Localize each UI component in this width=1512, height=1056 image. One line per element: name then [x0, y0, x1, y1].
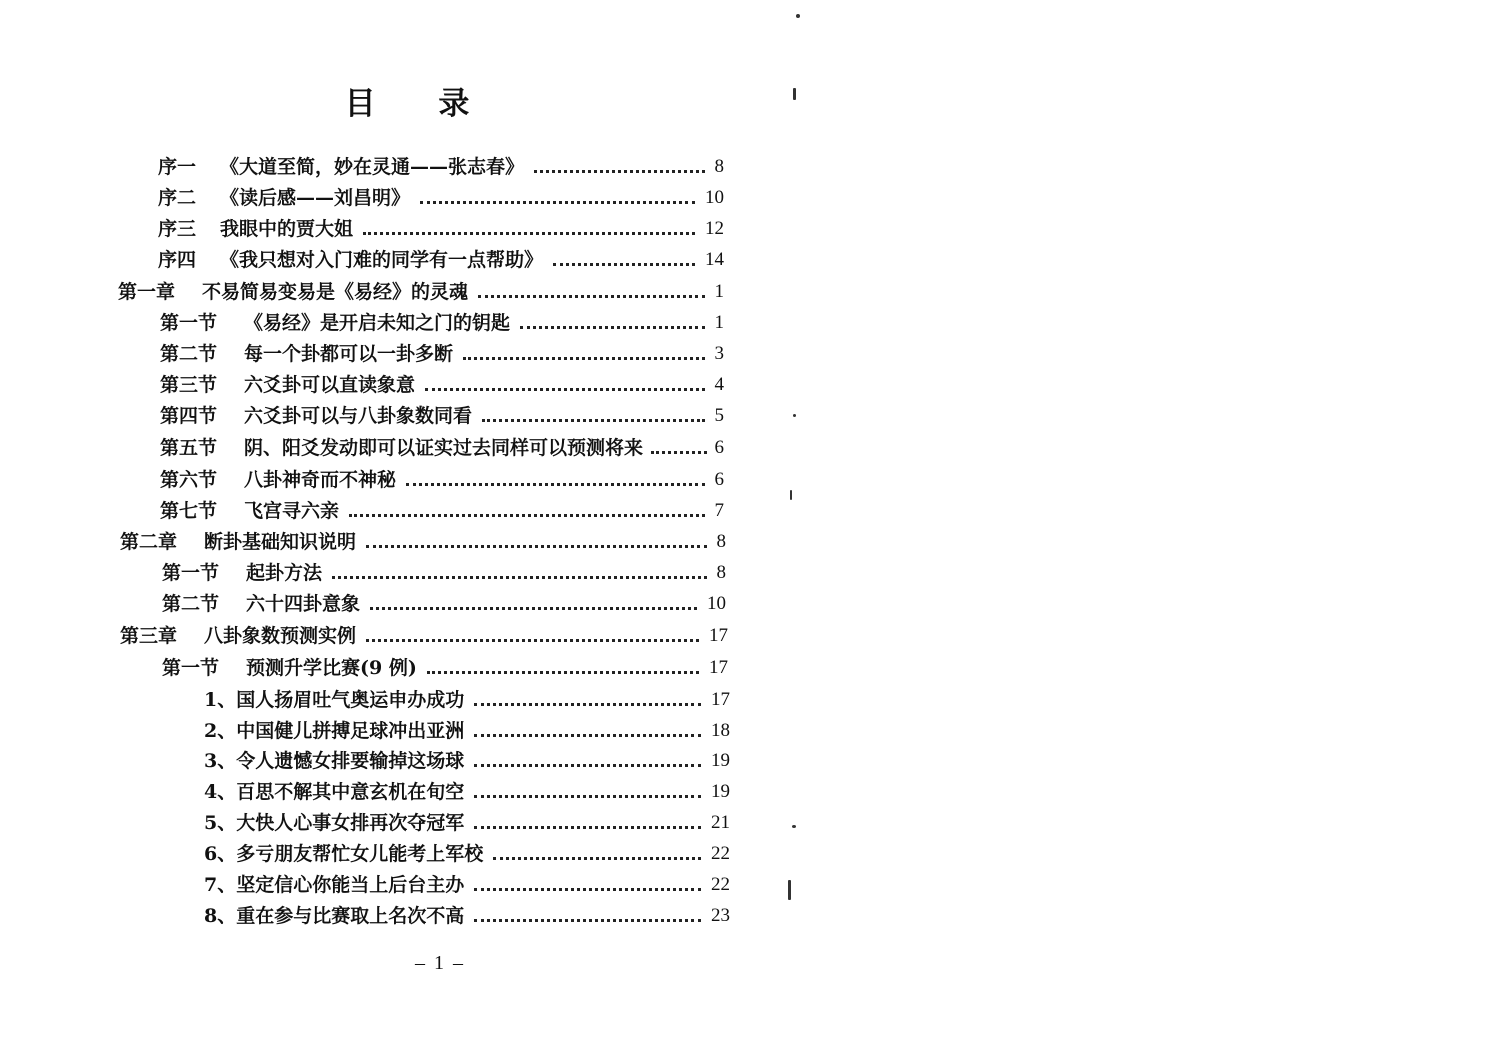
dot-leader — [425, 388, 704, 391]
toc-item — [204, 779, 730, 805]
dot-leader — [370, 607, 697, 610]
toc-chapter-label: 第三章 — [120, 625, 178, 647]
toc-section-page: 7 — [714, 500, 724, 521]
toc-section-page: 5 — [714, 405, 724, 426]
toc-entry-page: 14 — [705, 249, 724, 270]
toc-section-page: 1 — [714, 312, 724, 333]
toc-chapter-label: 第一章 — [118, 281, 176, 303]
toc-section — [160, 310, 724, 336]
toc-item-page: 22 — [711, 843, 730, 864]
toc-entry-label: 序一 — [158, 156, 197, 178]
toc-item — [204, 748, 730, 774]
scan-speck — [788, 880, 791, 900]
toc-entry-label: 序二 — [158, 187, 197, 209]
toc-section-page: 4 — [714, 374, 724, 395]
toc-section-title: 六爻卦可以与八卦象数同看 — [244, 405, 473, 427]
toc-chapter-label: 第二章 — [120, 531, 178, 553]
toc-section-page: 3 — [714, 343, 724, 364]
toc-entry-page: 10 — [705, 187, 724, 208]
toc-section-title: 飞宫寻六亲 — [244, 500, 340, 522]
dot-leader — [553, 263, 695, 266]
toc-section — [160, 467, 724, 493]
toc-section — [160, 372, 724, 398]
toc-entry-label: 序三 — [158, 218, 197, 240]
toc-item-title: 3、令人遗憾女排要输掉这场球 — [204, 750, 465, 772]
toc-section-label: 第二节 — [160, 343, 218, 365]
toc-item-page: 18 — [711, 720, 730, 741]
toc-entry-title: 《读后感——刘昌明》 — [220, 187, 411, 209]
toc-section-label: 第七节 — [160, 500, 218, 522]
toc-item-title: 5、大快人心事女排再次夺冠军 — [204, 812, 465, 834]
toc-section-title: 《易经》是开启未知之门的钥匙 — [244, 312, 511, 334]
dot-leader — [474, 795, 701, 798]
dot-leader — [651, 451, 706, 454]
toc-section-title: 六爻卦可以直读象意 — [244, 374, 416, 396]
toc-section-page: 17 — [709, 657, 728, 678]
toc-entry-label: 序四 — [158, 249, 197, 271]
dot-leader — [474, 826, 701, 829]
toc-entry-page: 12 — [705, 218, 724, 239]
toc-item-page: 19 — [711, 750, 730, 771]
toc-section — [162, 591, 726, 617]
page-number: – 1 – — [415, 952, 465, 974]
dot-leader — [482, 419, 704, 422]
toc-item — [204, 687, 730, 713]
dot-leader — [332, 576, 706, 579]
toc-chapter-title: 不易简易变易是《易经》的灵魂 — [202, 281, 469, 303]
dot-leader — [463, 357, 704, 360]
toc-section — [160, 341, 724, 367]
toc-entry — [158, 216, 724, 242]
toc-section-title: 起卦方法 — [246, 562, 323, 584]
dot-leader — [349, 514, 704, 517]
toc-section-title: 阴、阳爻发动即可以证实过去同样可以预测将来 — [244, 437, 644, 459]
dot-leader — [474, 734, 701, 737]
toc-section-label: 第一节 — [162, 562, 220, 584]
dot-leader — [474, 764, 701, 767]
toc-item-page: 22 — [711, 874, 730, 895]
toc-section-title: 预测升学比赛(9 例) — [246, 657, 417, 679]
dot-leader — [493, 857, 701, 860]
toc-item-title: 6、多亏朋友帮忙女儿能考上军校 — [204, 843, 484, 865]
toc-chapter — [118, 279, 724, 305]
toc-item — [204, 903, 730, 929]
toc-entry-page: 8 — [714, 156, 724, 177]
toc-section-page: 10 — [707, 593, 726, 614]
toc-item — [204, 872, 730, 898]
toc-section — [162, 560, 726, 586]
toc-section-label: 第五节 — [160, 437, 218, 459]
toc-entry — [158, 185, 724, 211]
toc-item — [204, 718, 730, 744]
toc-item-page: 21 — [711, 812, 730, 833]
dot-leader — [366, 545, 706, 548]
toc-section-label: 第二节 — [162, 593, 220, 615]
scan-speck — [792, 825, 796, 828]
toc-entry-title: 《我只想对入门难的同学有一点帮助》 — [220, 249, 544, 271]
toc-chapter — [120, 529, 726, 555]
toc-section-title: 六十四卦意象 — [246, 593, 361, 615]
toc-item-title: 4、百思不解其中意玄机在旬空 — [204, 781, 465, 803]
scan-speck — [793, 88, 796, 100]
toc-chapter — [120, 623, 728, 649]
dot-leader — [427, 671, 699, 674]
toc-section — [160, 403, 724, 429]
dot-leader — [406, 483, 704, 486]
toc-section-label: 第六节 — [160, 469, 218, 491]
toc-section-title: 八卦神奇而不神秘 — [244, 469, 397, 491]
dot-leader — [520, 326, 704, 329]
toc-item-page: 19 — [711, 781, 730, 802]
toc-chapter-page: 1 — [714, 281, 724, 302]
toc-item-title: 7、坚定信心你能当上后台主办 — [204, 874, 465, 896]
dot-leader — [478, 295, 704, 298]
toc-item-page: 17 — [711, 689, 730, 710]
toc-entry-title: 《大道至简，妙在灵通——张志春》 — [220, 156, 525, 178]
dot-leader — [534, 170, 704, 173]
toc-section-label: 第四节 — [160, 405, 218, 427]
dot-leader — [474, 888, 701, 891]
toc-section-page: 6 — [714, 437, 724, 458]
scan-speck — [793, 414, 796, 417]
toc-section-page: 8 — [716, 562, 726, 583]
toc-item-page: 23 — [711, 905, 730, 926]
toc-chapter-page: 17 — [709, 625, 728, 646]
toc-section — [162, 655, 728, 681]
scan-speck — [790, 490, 792, 500]
dot-leader — [366, 639, 699, 642]
toc-chapter-title: 八卦象数预测实例 — [204, 625, 357, 647]
toc-section-label: 第三节 — [160, 374, 218, 396]
toc-chapter-page: 8 — [716, 531, 726, 552]
toc-section-title: 每一个卦都可以一卦多断 — [244, 343, 454, 365]
toc-entry-title: 我眼中的贾大姐 — [220, 218, 354, 240]
toc-item-title: 2、中国健儿拼搏足球冲出亚洲 — [204, 720, 465, 742]
toc-section — [160, 435, 724, 461]
dot-leader — [363, 232, 695, 235]
toc-item — [204, 810, 730, 836]
toc-item-title: 8、重在参与比赛取上名次不高 — [204, 905, 465, 927]
toc-entry — [158, 154, 724, 180]
toc-section-label: 第一节 — [160, 312, 218, 334]
dot-leader — [474, 703, 701, 706]
toc-section-page: 6 — [714, 469, 724, 490]
toc-section-label: 第一节 — [162, 657, 220, 679]
toc-chapter-title: 断卦基础知识说明 — [204, 531, 357, 553]
toc-section — [160, 498, 724, 524]
scan-speck — [796, 14, 800, 18]
dot-leader — [474, 919, 701, 922]
toc-entry — [158, 247, 724, 273]
page-title: 目 录 — [344, 86, 496, 122]
dot-leader — [420, 201, 695, 204]
toc-item-title: 1、国人扬眉吐气奥运申办成功 — [204, 689, 465, 711]
toc-item — [204, 841, 730, 867]
